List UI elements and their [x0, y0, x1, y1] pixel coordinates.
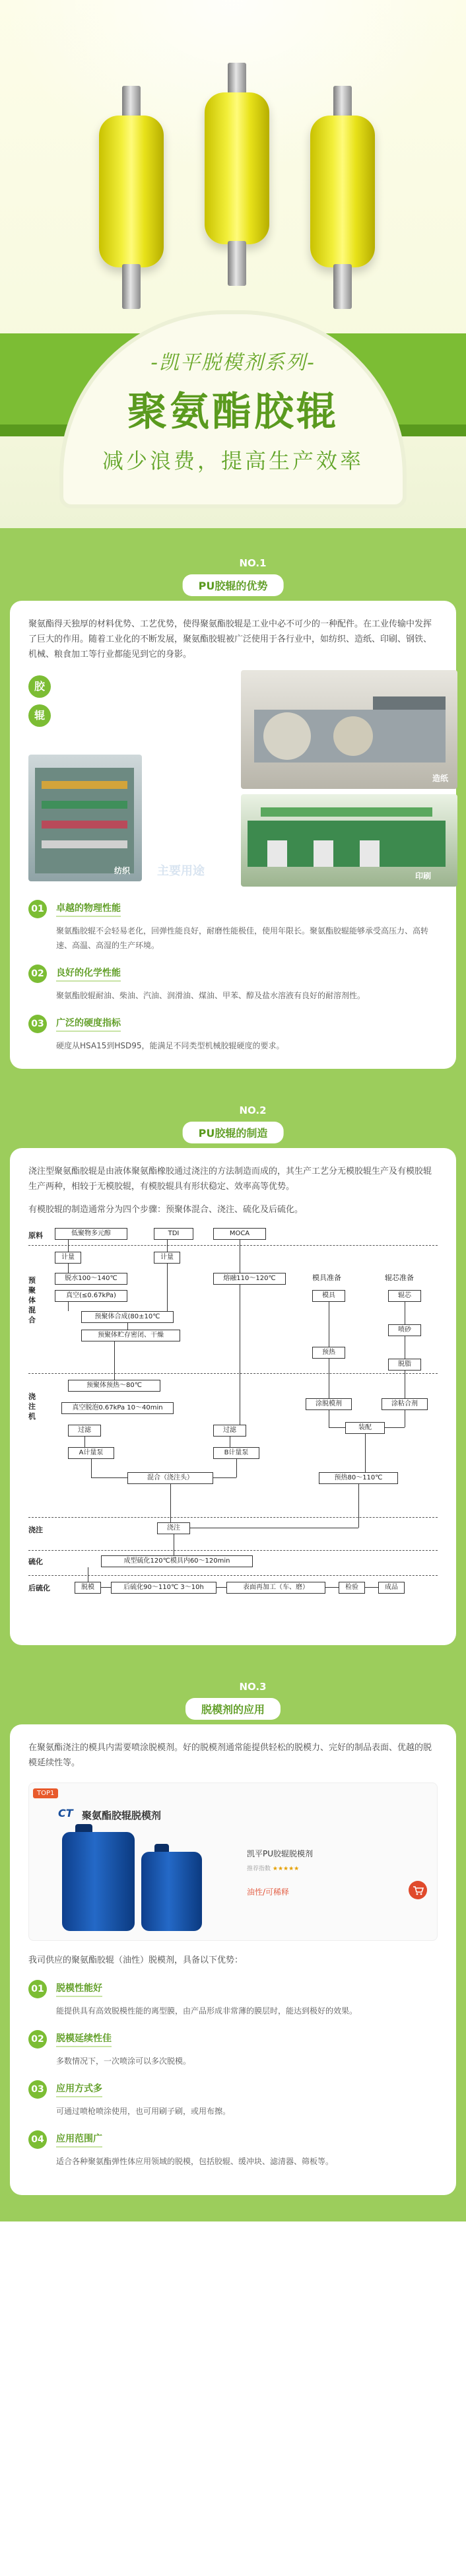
- roller-image: [99, 116, 164, 267]
- application-photos: [28, 670, 448, 888]
- flow-box-measure: 计量: [154, 1252, 180, 1264]
- bottle-large: [62, 1832, 135, 1931]
- flow-connector: [68, 1302, 69, 1311]
- photo-label-paper: 造纸: [432, 774, 448, 783]
- feature-number: 04: [28, 2130, 47, 2149]
- rating-stars: ★★★★★: [272, 1866, 300, 1872]
- flow-connector: [114, 1341, 115, 1380]
- tag-glue: 胶: [28, 675, 51, 698]
- rating-label: [247, 1864, 299, 1872]
- flow-box-meter-a: A计量泵: [68, 1447, 114, 1459]
- flow-label-prepolymer: 预聚体混合: [28, 1276, 36, 1324]
- flow-divider: [28, 1245, 438, 1246]
- photo-paper: [241, 670, 457, 789]
- page-title: 聚氨酯胶辊: [127, 389, 339, 435]
- roller-shaft: [122, 264, 141, 309]
- feature-title: 脱模性能好: [56, 1981, 102, 1997]
- section-advantages: [0, 528, 466, 2221]
- feature-description: 能提供具有高效脱模性能的离型膜，由产品形成非常薄的膜层时，能达到极好的效果。: [56, 2006, 358, 2016]
- flow-box-prepolymer: 预聚体合成(80±10℃: [81, 1311, 174, 1323]
- feature-title: 应用范围广: [56, 2132, 102, 2148]
- section-title: 脱模剂的应用: [185, 1698, 281, 1720]
- bottle-label: 聚氨酯胶辊脱模剂: [82, 1810, 162, 1821]
- flow-box-moca: MOCA: [213, 1228, 266, 1240]
- flow-box-surface: 表面再加工（车、磨）: [226, 1582, 325, 1594]
- brand-logo: CT: [58, 1807, 73, 1819]
- flow-connector: [84, 1437, 85, 1447]
- features-intro: 我司供应的聚氨酯胶辊（油性）脱模剂，具备以下优势：: [28, 1955, 244, 1965]
- flow-box-mix: 混合（浇注头）: [127, 1472, 213, 1484]
- feature-description: 硬度从HSA15到HSD95，能满足不同类型机械胶辊硬度的要求。: [56, 1041, 284, 1050]
- section-title: PU胶辊的优势: [183, 574, 284, 596]
- feature-number: 02: [28, 965, 47, 983]
- feature-item: [28, 2080, 438, 2118]
- feature-description: 适合各种聚氨酯弹性体应用领域的脱模，包括胶辊、缓冲块、滤清器、筛板等。: [56, 2157, 334, 2166]
- flow-box-vacuum-degas: 真空脱泡0.67kPa 10～40min: [61, 1402, 174, 1414]
- flow-box-sandblast: 喷砂: [388, 1324, 421, 1336]
- roller-shaft: [333, 264, 352, 309]
- bottle-small: [141, 1852, 202, 1931]
- release-agent-card: [10, 1724, 456, 2195]
- section-number: NO.1: [239, 557, 267, 569]
- flow-connector: [167, 1240, 168, 1252]
- flow-box-release-agent: 涂脱模剂: [306, 1398, 352, 1410]
- release-agent-intro: 在聚氨酯浇注的模具内需要喷涂脱模剂。好的脱模剂通常能提供轻松的脱模力、完好的制品表面、优越的脱模延续性等。: [28, 1743, 432, 1768]
- section-title: PU胶辊的制造: [183, 1122, 284, 1143]
- process-flowchart: [28, 1227, 438, 1629]
- watermark-main-use: 主要用途: [157, 864, 205, 878]
- textile-machine-graphic: [28, 755, 142, 881]
- flow-connector: [91, 1477, 127, 1478]
- flow-box-degrease: 脱脂: [388, 1359, 421, 1371]
- flow-connector: [365, 1434, 366, 1472]
- photo-label-textile: 纺织: [114, 866, 130, 875]
- feature-item: [28, 1015, 438, 1053]
- photo-label-printing: 印刷: [415, 871, 431, 881]
- feature-item: [28, 900, 438, 953]
- flow-connector: [101, 1587, 111, 1588]
- feature-item: [28, 1980, 438, 2018]
- cart-icon-graphic: [409, 1881, 427, 1899]
- flow-box-demold: 脱模: [75, 1582, 101, 1594]
- roller-illustration: [99, 63, 376, 314]
- flow-box-prepolymer-store: 预聚体贮存密闭、干燥: [81, 1330, 180, 1341]
- feature-number: 01: [28, 1980, 47, 1998]
- rating-label-text: 推荐指数: [247, 1866, 271, 1872]
- feature-description: 聚氨酯胶辊耐油、柴油、汽油、润滑油、煤油、甲苯、醇及盐水溶液有良好的耐溶剂性。: [56, 991, 366, 1000]
- feature-description: 聚氨酯胶辊不会轻易老化，回弹性能良好，耐磨性能极佳，使用年限长。聚氨酯胶辊能够承受高压力、高转速、高温、高湿的生产环境。: [56, 926, 429, 950]
- flow-connector: [358, 1484, 359, 1528]
- section-header: [10, 1095, 456, 1148]
- advantages-card: [10, 601, 456, 1069]
- roller-image: [205, 92, 269, 244]
- flow-connector: [68, 1264, 69, 1273]
- flow-label-cast: 浇注: [28, 1526, 43, 1534]
- manufacturing-intro: 浇注型聚氨酯胶辊是由液体聚氨酯橡胶通过浇注的方法制造而成的，其生产工艺分无模胶辊生产及有模胶辊生产两种，相较于无模胶辊，有模胶辊具有形状稳定、效率高等优势。: [28, 1167, 432, 1192]
- flow-box-cast: 浇注: [157, 1522, 190, 1534]
- flow-head-mold: 模具准备: [312, 1273, 341, 1282]
- page-bottom-spacer: [10, 2195, 456, 2221]
- flow-connector: [216, 1587, 226, 1588]
- flow-box-cure: 成型硫化120℃模具内60～120min: [101, 1555, 253, 1567]
- feature-title: 卓越的物理性能: [56, 901, 121, 917]
- hero-banner: [0, 0, 466, 528]
- product-card[interactable]: [28, 1782, 438, 1941]
- flow-connector: [127, 1323, 128, 1330]
- flow-connector: [91, 1459, 92, 1477]
- section-header: [10, 548, 456, 601]
- section-header: [10, 1672, 456, 1724]
- flow-head-core: 辊芯准备: [385, 1273, 414, 1282]
- flow-label-postcure: 后硫化: [28, 1584, 50, 1592]
- manufacturing-card: [10, 1148, 456, 1645]
- flow-box-inspect: 检验: [339, 1582, 365, 1594]
- flow-box-assemble: 装配: [345, 1422, 385, 1434]
- roller-image: [310, 116, 375, 267]
- flow-connector: [325, 1587, 339, 1588]
- roller-shaft: [228, 241, 246, 286]
- feature-number: 03: [28, 2080, 47, 2099]
- flow-connector: [68, 1240, 69, 1252]
- flow-label-raw: 原料: [28, 1231, 43, 1240]
- flow-connector: [329, 1427, 345, 1428]
- flow-box-core: 辊芯: [388, 1290, 421, 1302]
- flow-divider: [28, 1373, 438, 1374]
- flow-box-filter: 过滤: [213, 1425, 246, 1437]
- tag-roller: 辊: [28, 704, 51, 727]
- feature-number: 01: [28, 900, 47, 918]
- feature-number: 03: [28, 1015, 47, 1033]
- section-number: NO.3: [239, 1681, 267, 1693]
- flow-connector: [365, 1587, 378, 1588]
- flow-connector: [236, 1459, 237, 1477]
- product-name: 凯平PU胶辊脱模剂: [247, 1849, 314, 1858]
- feature-item: [28, 2030, 438, 2068]
- flow-divider: [28, 1550, 438, 1551]
- flow-box-tdi: TDI: [154, 1228, 193, 1240]
- flow-box-measure: 计量: [55, 1252, 81, 1264]
- flow-box-post-cure: 后硫化90～110℃ 3～10h: [111, 1582, 216, 1594]
- cart-icon[interactable]: [409, 1881, 427, 1899]
- feature-number: 02: [28, 2030, 47, 2049]
- flow-box-filter: 过滤: [68, 1425, 101, 1437]
- feature-description: 多数情况下，一次喷涂可以多次脱模。: [56, 2056, 191, 2066]
- flow-divider: [28, 1517, 438, 1518]
- flow-box-mold: 模具: [312, 1290, 345, 1302]
- slogan: 减少浪费，提高生产效率: [102, 448, 364, 473]
- flow-connector: [170, 1484, 171, 1522]
- flow-divider: [28, 1575, 438, 1576]
- feature-title: 应用方式多: [56, 2082, 102, 2097]
- flow-box-heat: 预聚体预热～80℃: [68, 1380, 160, 1392]
- flow-connector: [385, 1427, 405, 1428]
- section-number: NO.2: [239, 1104, 267, 1116]
- photo-textile: [28, 755, 142, 881]
- flow-box-meter-b: B计量泵: [213, 1447, 259, 1459]
- flow-connector: [167, 1264, 168, 1311]
- photo-printing: [241, 794, 457, 887]
- paper-machine-graphic: [241, 670, 457, 789]
- flow-box-vacuum: 真空(≤0.67kPa): [55, 1290, 127, 1302]
- flow-box-preheat: 预热: [312, 1347, 345, 1359]
- feature-title: 脱模延续性佳: [56, 2031, 112, 2047]
- feature-title: 广泛的硬度指标: [56, 1016, 121, 1032]
- feature-title: 良好的化学性能: [56, 966, 121, 982]
- advantages-intro: 聚氨酯得天独厚的材料优势、工艺优势，使得聚氨酯胶辊是工业中必不可少的一种配件。在工业传输中发挥了巨大的作用。随着工业化的不断发展，聚氨酯胶辊被广泛使用于各行业中，如纺织、造纸、印刷、钢铁、机械、粮食加工等行业都能见到它的身影。: [28, 619, 432, 660]
- flow-box-dehydrate: 脱水100～140℃: [55, 1273, 127, 1285]
- feature-description: 可通过喷枪喷涂使用，也可用刷子刷，或用布擦。: [56, 2107, 231, 2116]
- top-badge: TOP1: [33, 1788, 58, 1798]
- flow-label-cure: 硫化: [28, 1557, 43, 1566]
- flow-label-caster: 浇注机: [28, 1392, 36, 1421]
- feature-item: [28, 2130, 438, 2169]
- manufacturing-steps: 有模胶辊的制造通常分为四个步骤：预聚体混合、浇注、硫化及后硫化。: [28, 1205, 304, 1215]
- flow-box-product: 成品: [378, 1582, 405, 1594]
- feature-item: [28, 965, 438, 1003]
- series-label: -凯平脱模剂系列-: [150, 351, 316, 374]
- flow-box-preheat2: 预热80～110℃: [319, 1472, 398, 1484]
- product-type: 油性/可稀释: [247, 1887, 290, 1897]
- flow-box-adhesive: 涂粘合剂: [382, 1398, 428, 1410]
- flow-connector: [213, 1477, 236, 1478]
- flow-box-melt: 熔融110～120℃: [213, 1273, 286, 1285]
- flow-box-polyol: 低聚物多元醇: [55, 1228, 127, 1240]
